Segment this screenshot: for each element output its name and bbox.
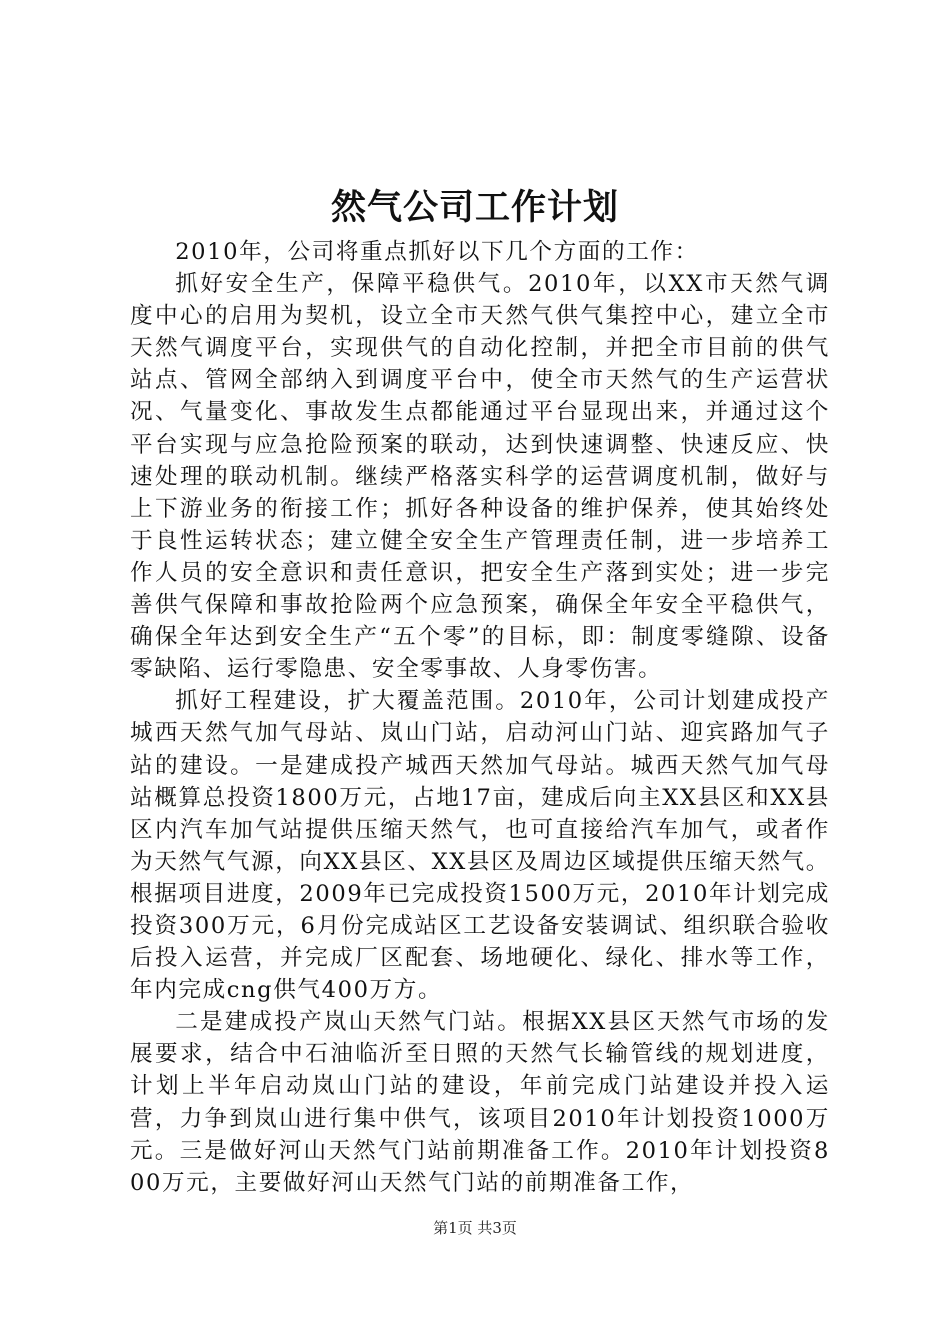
page-footer: 第1页 共3页 — [433, 1219, 517, 1237]
paragraph-safety: 抓好安全生产，保障平稳供气。2010年，以XX市天然气调度中心的启用为契机，设立全市天然气供气集控中心，建立全市天然气调度平台，实现供气的自动化控制，并把全市目前的供气站点、管网全部纳入到调度平台中，使全市天然气的生产运营状况、气量变化、事故发生点都能通过平台显现出来，并通过这个平台实现与应急抢险预案的联动，达到快速调整、快速反应、快速处理的联动机制。继续严格落实科学的运营调度机制，做好与上下游业务的衔接工作；抓好各种设备的维护保养，使其始终处于良性运转状态；建立健全安全生产管理责任制，进一步培养工作人员的安全意识和责任意识，把安全生产落到实处；进一步完善供气保障和事故抢险两个应急预案，确保全年安全平稳供气，确保全年达到安全生产“五个零”的目标，即：制度零缝隙、设备零缺陷、运行零隐患、安全零事故、人身零伤害。 — [130, 271, 830, 683]
document-body — [130, 236, 830, 1199]
paragraph-construction: 抓好工程建设，扩大覆盖范围。2010年，公司计划建成投产城西天然气加气母站、岚山门站，启动河山门站、迎宾路加气子站的建设。一是建成投产城西天然加气母站。城西天然气加气母站概算总投资1800万元，占地17亩，建成后向主XX县区和XX县区内汽车加气站提供压缩天然气，也可直接给汽车加气，或者作为天然气气源，向XX县区、XX县区及周边区域提供压缩天然气。根据项目进度，2009年已完成投资1500万元，2010年计划完成投资300万元，6月份完成站区工艺设备安装调试、组织联合验收后投入运营，并完成厂区配套、场地硬化、绿化、排水等工作，年内完成cng供气400万方。 — [130, 688, 830, 1004]
document-title: 然气公司工作计划 — [330, 187, 619, 228]
paragraph-intro: 2010年，公司将重点抓好以下几个方面的工作： — [175, 239, 699, 265]
paragraph-lanshan-station: 二是建成投产岚山天然气门站。根据XX县区天然气市场的发展要求，结合中石油临沂至日照的天然气长输管线的规划进度，计划上半年启动岚山门站的建设，年前完成门站建设并投入运营，力争到岚山进行集中供气，该项目2010年计划投资1000万元。三是做好河山天然气门站前期准备工作。2010年计划投资800万元，主要做好河山天然气门站的前期准备工作， — [130, 1009, 830, 1196]
